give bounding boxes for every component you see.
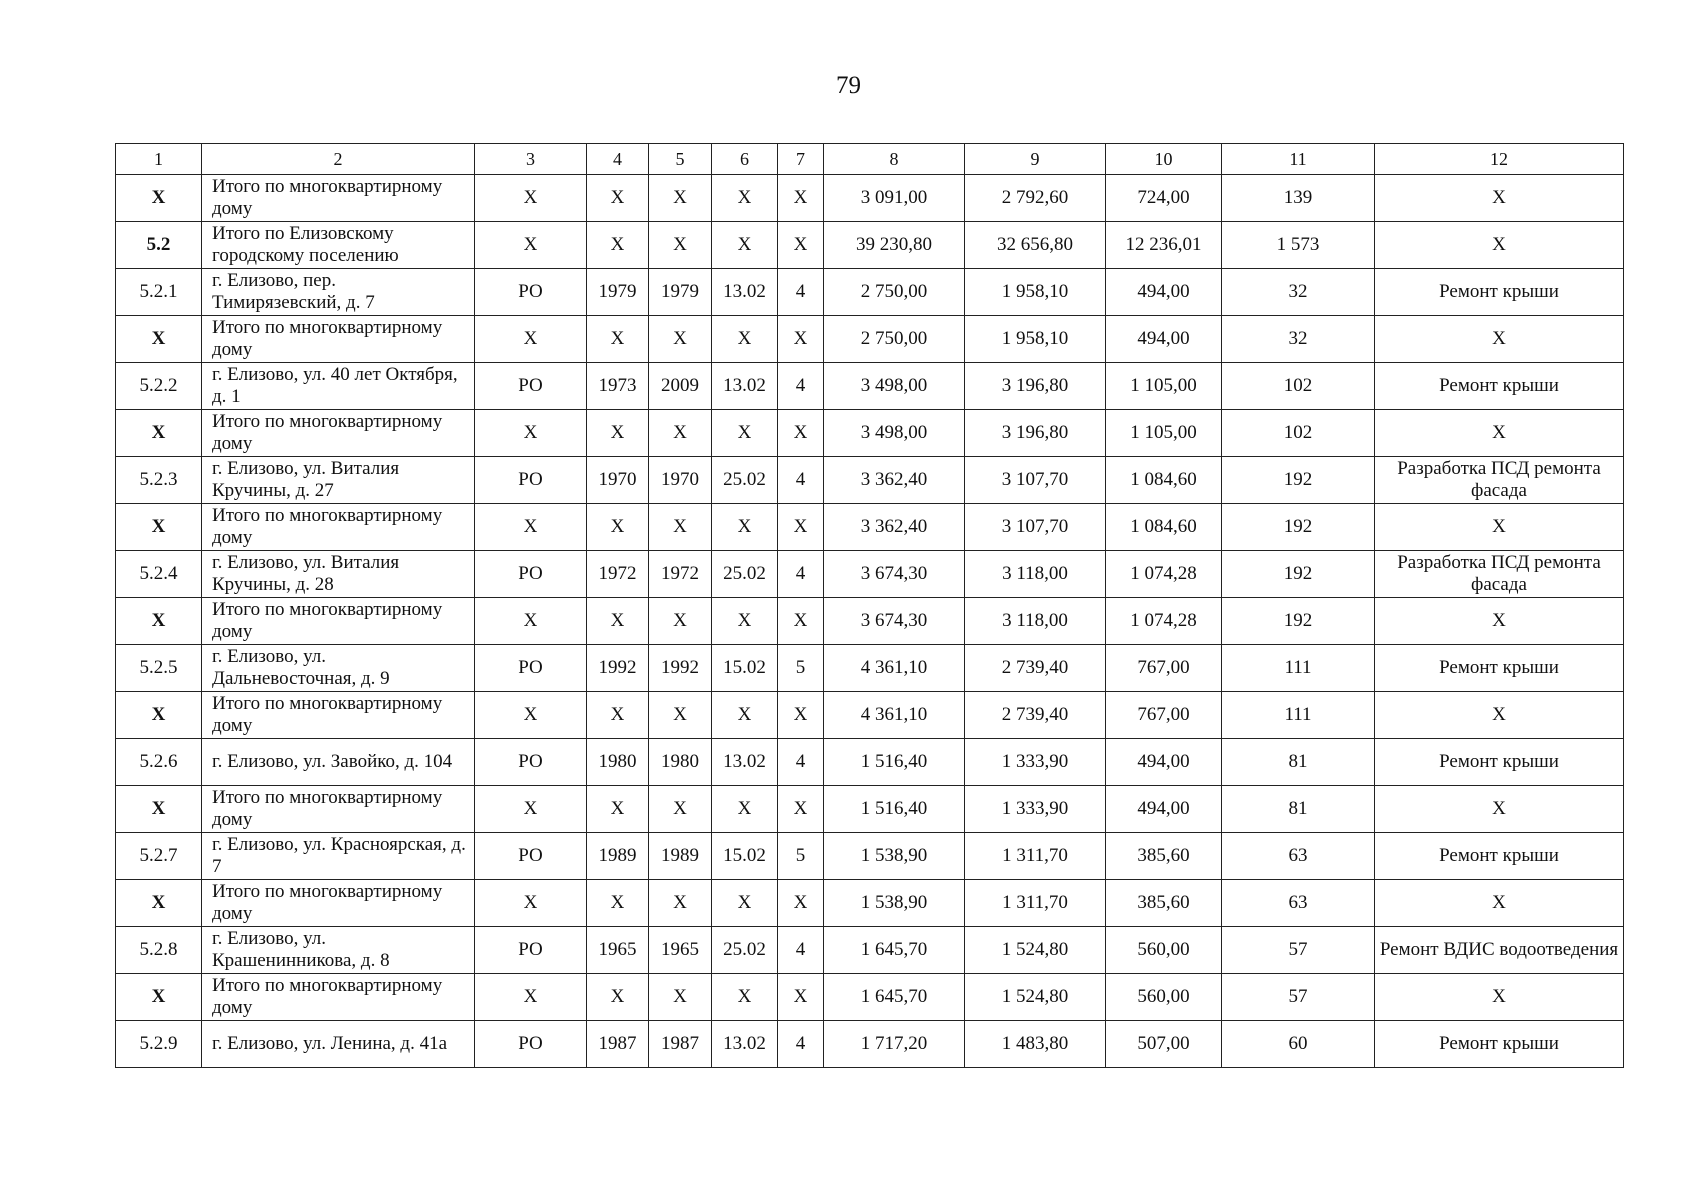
- table-cell-c11: 81: [1222, 786, 1375, 833]
- table-cell-c2: Итого по многоквартирному дому: [202, 175, 475, 222]
- table-cell-c3: X: [475, 974, 587, 1021]
- table-cell-c12: X: [1375, 692, 1624, 739]
- table-cell-c8: 1 516,40: [824, 786, 965, 833]
- data-table: [115, 143, 1624, 1068]
- table-cell-c5: X: [649, 974, 712, 1021]
- table-cell-c5: 1979: [649, 269, 712, 316]
- table-cell-c11: 111: [1222, 645, 1375, 692]
- table-cell-c12: Ремонт крыши: [1375, 833, 1624, 880]
- table-cell-c7: 4: [778, 927, 824, 974]
- column-header: 7: [778, 144, 824, 175]
- table-cell-c12: Ремонт ВДИС водоотведения: [1375, 927, 1624, 974]
- table-cell-c5: X: [649, 880, 712, 927]
- table-cell-c5: 2009: [649, 363, 712, 410]
- table-cell-c11: 192: [1222, 551, 1375, 598]
- table-cell-c2: Итого по многоквартирному дому: [202, 692, 475, 739]
- table-cell-c4: 1979: [587, 269, 649, 316]
- header-row: [116, 144, 1624, 175]
- table-cell-c6: 15.02: [712, 645, 778, 692]
- table-cell-c12: X: [1375, 316, 1624, 363]
- table-cell-c7: 4: [778, 457, 824, 504]
- table-cell-c2: Итого по многоквартирному дому: [202, 880, 475, 927]
- table-cell-c6: 13.02: [712, 1021, 778, 1068]
- table-cell-c8: 39 230,80: [824, 222, 965, 269]
- table-cell-c4: 1970: [587, 457, 649, 504]
- table-cell-c3: РО: [475, 551, 587, 598]
- table-cell-c7: X: [778, 316, 824, 363]
- table-row: [116, 692, 1624, 739]
- table-cell-c10: 494,00: [1106, 786, 1222, 833]
- table-cell-c8: 2 750,00: [824, 269, 965, 316]
- table-cell-c11: 60: [1222, 1021, 1375, 1068]
- table-cell-c5: X: [649, 410, 712, 457]
- table-cell-c6: X: [712, 786, 778, 833]
- column-header: 2: [202, 144, 475, 175]
- table-cell-c10: 1 084,60: [1106, 504, 1222, 551]
- table-cell-c5: X: [649, 598, 712, 645]
- table-cell-c1: X: [116, 410, 202, 457]
- table-cell-c3: РО: [475, 739, 587, 786]
- table-cell-c8: 2 750,00: [824, 316, 965, 363]
- table-cell-c12: Ремонт крыши: [1375, 363, 1624, 410]
- table-cell-c12: Разработка ПСД ремонта фасада: [1375, 457, 1624, 504]
- table-row: [116, 175, 1624, 222]
- table-cell-c10: 494,00: [1106, 269, 1222, 316]
- table-cell-c12: Разработка ПСД ремонта фасада: [1375, 551, 1624, 598]
- table-cell-c8: 4 361,10: [824, 692, 965, 739]
- table-cell-c6: X: [712, 504, 778, 551]
- table-cell-c6: X: [712, 598, 778, 645]
- table-cell-c7: 5: [778, 645, 824, 692]
- table-cell-c8: 1 717,20: [824, 1021, 965, 1068]
- table-cell-c3: X: [475, 410, 587, 457]
- column-header: 1: [116, 144, 202, 175]
- table-cell-c3: РО: [475, 1021, 587, 1068]
- table-cell-c4: X: [587, 175, 649, 222]
- table-cell-c6: 13.02: [712, 739, 778, 786]
- table-cell-c3: X: [475, 880, 587, 927]
- table-cell-c3: РО: [475, 269, 587, 316]
- table-cell-c8: 1 538,90: [824, 880, 965, 927]
- table-cell-c11: 63: [1222, 833, 1375, 880]
- table-cell-c9: 1 333,90: [965, 786, 1106, 833]
- table-cell-c3: X: [475, 175, 587, 222]
- table-cell-c3: X: [475, 692, 587, 739]
- table-cell-c9: 3 196,80: [965, 410, 1106, 457]
- table-cell-c4: 1965: [587, 927, 649, 974]
- table-cell-c4: X: [587, 316, 649, 363]
- table-cell-c10: 385,60: [1106, 833, 1222, 880]
- table-cell-c11: 192: [1222, 457, 1375, 504]
- table-cell-c2: г. Елизово, ул. Ленина, д. 41а: [202, 1021, 475, 1068]
- table-cell-c11: 32: [1222, 316, 1375, 363]
- table-cell-c8: 1 645,70: [824, 974, 965, 1021]
- table-cell-c12: Ремонт крыши: [1375, 1021, 1624, 1068]
- table-cell-c12: X: [1375, 974, 1624, 1021]
- table-cell-c5: X: [649, 692, 712, 739]
- table-cell-c12: X: [1375, 222, 1624, 269]
- table-cell-c7: X: [778, 880, 824, 927]
- table-cell-c3: X: [475, 504, 587, 551]
- table-cell-c10: 560,00: [1106, 927, 1222, 974]
- table-cell-c11: 102: [1222, 363, 1375, 410]
- table-cell-c4: 1987: [587, 1021, 649, 1068]
- table-row: [116, 457, 1624, 504]
- table-cell-c2: Итого по Елизовскому городскому поселению: [202, 222, 475, 269]
- table-cell-c10: 1 074,28: [1106, 598, 1222, 645]
- column-header: 12: [1375, 144, 1624, 175]
- table-cell-c2: г. Елизово, ул. Виталия Кручины, д. 28: [202, 551, 475, 598]
- table-cell-c11: 63: [1222, 880, 1375, 927]
- table-cell-c5: X: [649, 222, 712, 269]
- table-cell-c6: X: [712, 880, 778, 927]
- table-row: [116, 598, 1624, 645]
- table-cell-c9: 2 739,40: [965, 645, 1106, 692]
- column-header: 8: [824, 144, 965, 175]
- table-cell-c8: 1 538,90: [824, 833, 965, 880]
- table-cell-c9: 3 107,70: [965, 504, 1106, 551]
- table-cell-c10: 507,00: [1106, 1021, 1222, 1068]
- table-cell-c12: Ремонт крыши: [1375, 739, 1624, 786]
- table-cell-c1: 5.2.9: [116, 1021, 202, 1068]
- table-cell-c4: 1989: [587, 833, 649, 880]
- table-cell-c1: X: [116, 692, 202, 739]
- table-cell-c1: X: [116, 598, 202, 645]
- table-cell-c2: г. Елизово, пер. Тимирязевский, д. 7: [202, 269, 475, 316]
- table-cell-c4: X: [587, 598, 649, 645]
- table-cell-c6: X: [712, 222, 778, 269]
- table-cell-c10: 1 084,60: [1106, 457, 1222, 504]
- table-cell-c1: 5.2.6: [116, 739, 202, 786]
- table-cell-c2: Итого по многоквартирному дому: [202, 504, 475, 551]
- table-cell-c12: X: [1375, 175, 1624, 222]
- table-cell-c9: 1 333,90: [965, 739, 1106, 786]
- table-cell-c7: 4: [778, 363, 824, 410]
- table-cell-c7: 4: [778, 739, 824, 786]
- table-cell-c2: Итого по многоквартирному дому: [202, 786, 475, 833]
- table-row: [116, 880, 1624, 927]
- table-row: [116, 269, 1624, 316]
- table-cell-c4: 1992: [587, 645, 649, 692]
- column-header: 10: [1106, 144, 1222, 175]
- table-cell-c5: X: [649, 504, 712, 551]
- table-cell-c10: 1 105,00: [1106, 410, 1222, 457]
- table-row: [116, 316, 1624, 363]
- table-cell-c6: 15.02: [712, 833, 778, 880]
- table-row: [116, 739, 1624, 786]
- table-cell-c1: X: [116, 175, 202, 222]
- table-cell-c9: 32 656,80: [965, 222, 1106, 269]
- table-cell-c12: X: [1375, 880, 1624, 927]
- table-cell-c7: X: [778, 974, 824, 1021]
- table-cell-c1: X: [116, 974, 202, 1021]
- table-cell-c12: X: [1375, 598, 1624, 645]
- table-cell-c10: 767,00: [1106, 645, 1222, 692]
- table-cell-c3: X: [475, 786, 587, 833]
- table-cell-c4: X: [587, 222, 649, 269]
- table-cell-c3: X: [475, 222, 587, 269]
- table-row: [116, 504, 1624, 551]
- table-cell-c3: РО: [475, 645, 587, 692]
- table-cell-c8: 1 645,70: [824, 927, 965, 974]
- table-cell-c8: 3 674,30: [824, 598, 965, 645]
- table-cell-c5: 1970: [649, 457, 712, 504]
- table-cell-c1: 5.2.5: [116, 645, 202, 692]
- table-cell-c4: 1973: [587, 363, 649, 410]
- table-cell-c9: 1 524,80: [965, 974, 1106, 1021]
- table-cell-c7: X: [778, 222, 824, 269]
- table-row: [116, 927, 1624, 974]
- table-cell-c3: X: [475, 316, 587, 363]
- table-cell-c6: 13.02: [712, 363, 778, 410]
- table-cell-c6: 25.02: [712, 457, 778, 504]
- table-cell-c4: X: [587, 410, 649, 457]
- table-cell-c10: 494,00: [1106, 316, 1222, 363]
- table-cell-c4: 1972: [587, 551, 649, 598]
- table-cell-c12: X: [1375, 504, 1624, 551]
- table-cell-c9: 2 739,40: [965, 692, 1106, 739]
- table-cell-c12: Ремонт крыши: [1375, 269, 1624, 316]
- table-row: [116, 363, 1624, 410]
- table-cell-c6: 25.02: [712, 927, 778, 974]
- table-cell-c2: г. Елизово, ул. Крашенинникова, д. 8: [202, 927, 475, 974]
- table-cell-c3: РО: [475, 927, 587, 974]
- table-cell-c2: г. Елизово, ул. 40 лет Октября, д. 1: [202, 363, 475, 410]
- table-cell-c11: 192: [1222, 504, 1375, 551]
- table-cell-c5: X: [649, 175, 712, 222]
- table-cell-c5: X: [649, 786, 712, 833]
- table-cell-c6: X: [712, 974, 778, 1021]
- table-cell-c11: 139: [1222, 175, 1375, 222]
- table-cell-c8: 1 516,40: [824, 739, 965, 786]
- table-cell-c7: X: [778, 410, 824, 457]
- table-cell-c10: 1 074,28: [1106, 551, 1222, 598]
- table-cell-c7: X: [778, 598, 824, 645]
- table-cell-c1: 5.2.8: [116, 927, 202, 974]
- table-cell-c4: 1980: [587, 739, 649, 786]
- table-cell-c1: 5.2: [116, 222, 202, 269]
- table-cell-c8: 3 362,40: [824, 457, 965, 504]
- table-cell-c7: X: [778, 692, 824, 739]
- table-cell-c1: 5.2.2: [116, 363, 202, 410]
- table-cell-c10: 560,00: [1106, 974, 1222, 1021]
- table-cell-c10: 767,00: [1106, 692, 1222, 739]
- table-row: [116, 786, 1624, 833]
- table-cell-c5: 1972: [649, 551, 712, 598]
- table-cell-c10: 724,00: [1106, 175, 1222, 222]
- table-cell-c6: X: [712, 410, 778, 457]
- table-cell-c10: 12 236,01: [1106, 222, 1222, 269]
- table-cell-c5: 1987: [649, 1021, 712, 1068]
- table-cell-c11: 192: [1222, 598, 1375, 645]
- table-cell-c8: 3 674,30: [824, 551, 965, 598]
- column-header: 11: [1222, 144, 1375, 175]
- column-header: 3: [475, 144, 587, 175]
- table-cell-c4: X: [587, 504, 649, 551]
- table-cell-c9: 1 958,10: [965, 269, 1106, 316]
- table-cell-c8: 3 498,00: [824, 410, 965, 457]
- table-cell-c3: РО: [475, 457, 587, 504]
- table-cell-c2: Итого по многоквартирному дому: [202, 410, 475, 457]
- table-cell-c5: X: [649, 316, 712, 363]
- table-row: [116, 974, 1624, 1021]
- table-row: [116, 833, 1624, 880]
- table-cell-c6: X: [712, 692, 778, 739]
- table-cell-c2: г. Елизово, ул. Виталия Кручины, д. 27: [202, 457, 475, 504]
- table-row: [116, 222, 1624, 269]
- table-row: [116, 410, 1624, 457]
- table-cell-c10: 385,60: [1106, 880, 1222, 927]
- table-cell-c4: X: [587, 692, 649, 739]
- table-cell-c11: 1 573: [1222, 222, 1375, 269]
- table-cell-c7: 4: [778, 551, 824, 598]
- column-header: 9: [965, 144, 1106, 175]
- table-cell-c6: X: [712, 175, 778, 222]
- table-cell-c3: РО: [475, 833, 587, 880]
- table-cell-c2: Итого по многоквартирному дому: [202, 598, 475, 645]
- table-cell-c1: 5.2.1: [116, 269, 202, 316]
- table-cell-c4: X: [587, 786, 649, 833]
- table-cell-c12: X: [1375, 786, 1624, 833]
- table-cell-c5: 1980: [649, 739, 712, 786]
- table-cell-c7: X: [778, 175, 824, 222]
- table-cell-c2: г. Елизово, ул. Красноярская, д. 7: [202, 833, 475, 880]
- table-cell-c9: 1 524,80: [965, 927, 1106, 974]
- page-number: 79: [836, 72, 861, 99]
- table-cell-c6: X: [712, 316, 778, 363]
- table-cell-c12: X: [1375, 410, 1624, 457]
- table-cell-c6: 25.02: [712, 551, 778, 598]
- table-cell-c11: 57: [1222, 927, 1375, 974]
- table-cell-c5: 1989: [649, 833, 712, 880]
- table-cell-c8: 3 091,00: [824, 175, 965, 222]
- table-cell-c11: 81: [1222, 739, 1375, 786]
- table-cell-c1: 5.2.7: [116, 833, 202, 880]
- table-cell-c11: 102: [1222, 410, 1375, 457]
- table-row: [116, 551, 1624, 598]
- table-cell-c2: Итого по многоквартирному дому: [202, 316, 475, 363]
- table-cell-c11: 32: [1222, 269, 1375, 316]
- table-cell-c5: 1965: [649, 927, 712, 974]
- table-cell-c9: 1 958,10: [965, 316, 1106, 363]
- table-cell-c11: 111: [1222, 692, 1375, 739]
- table-cell-c1: 5.2.4: [116, 551, 202, 598]
- table-row: [116, 645, 1624, 692]
- table-cell-c9: 1 311,70: [965, 833, 1106, 880]
- table-cell-c1: X: [116, 316, 202, 363]
- table-cell-c6: 13.02: [712, 269, 778, 316]
- table-cell-c9: 1 311,70: [965, 880, 1106, 927]
- table-cell-c9: 1 483,80: [965, 1021, 1106, 1068]
- table-cell-c12: Ремонт крыши: [1375, 645, 1624, 692]
- table-cell-c10: 494,00: [1106, 739, 1222, 786]
- table-cell-c11: 57: [1222, 974, 1375, 1021]
- table-cell-c3: РО: [475, 363, 587, 410]
- table-cell-c8: 3 498,00: [824, 363, 965, 410]
- table-cell-c1: X: [116, 786, 202, 833]
- table-cell-c4: X: [587, 880, 649, 927]
- table-cell-c9: 2 792,60: [965, 175, 1106, 222]
- column-header: 6: [712, 144, 778, 175]
- table-cell-c7: 4: [778, 269, 824, 316]
- table-cell-c9: 3 196,80: [965, 363, 1106, 410]
- table-cell-c9: 3 107,70: [965, 457, 1106, 504]
- table-cell-c7: X: [778, 504, 824, 551]
- table-cell-c9: 3 118,00: [965, 598, 1106, 645]
- table-cell-c4: X: [587, 974, 649, 1021]
- table-cell-c1: 5.2.3: [116, 457, 202, 504]
- table-cell-c2: г. Елизово, ул. Завойко, д. 104: [202, 739, 475, 786]
- table-row: [116, 1021, 1624, 1068]
- table-cell-c7: 5: [778, 833, 824, 880]
- table-cell-c2: г. Елизово, ул. Дальневосточная, д. 9: [202, 645, 475, 692]
- table-cell-c7: 4: [778, 1021, 824, 1068]
- table-cell-c8: 4 361,10: [824, 645, 965, 692]
- column-header: 5: [649, 144, 712, 175]
- table-cell-c2: Итого по многоквартирному дому: [202, 974, 475, 1021]
- table-cell-c1: X: [116, 880, 202, 927]
- table-cell-c9: 3 118,00: [965, 551, 1106, 598]
- table-cell-c7: X: [778, 786, 824, 833]
- table-cell-c1: X: [116, 504, 202, 551]
- table-cell-c10: 1 105,00: [1106, 363, 1222, 410]
- table-cell-c8: 3 362,40: [824, 504, 965, 551]
- table-cell-c5: 1992: [649, 645, 712, 692]
- column-header: 4: [587, 144, 649, 175]
- table-cell-c3: X: [475, 598, 587, 645]
